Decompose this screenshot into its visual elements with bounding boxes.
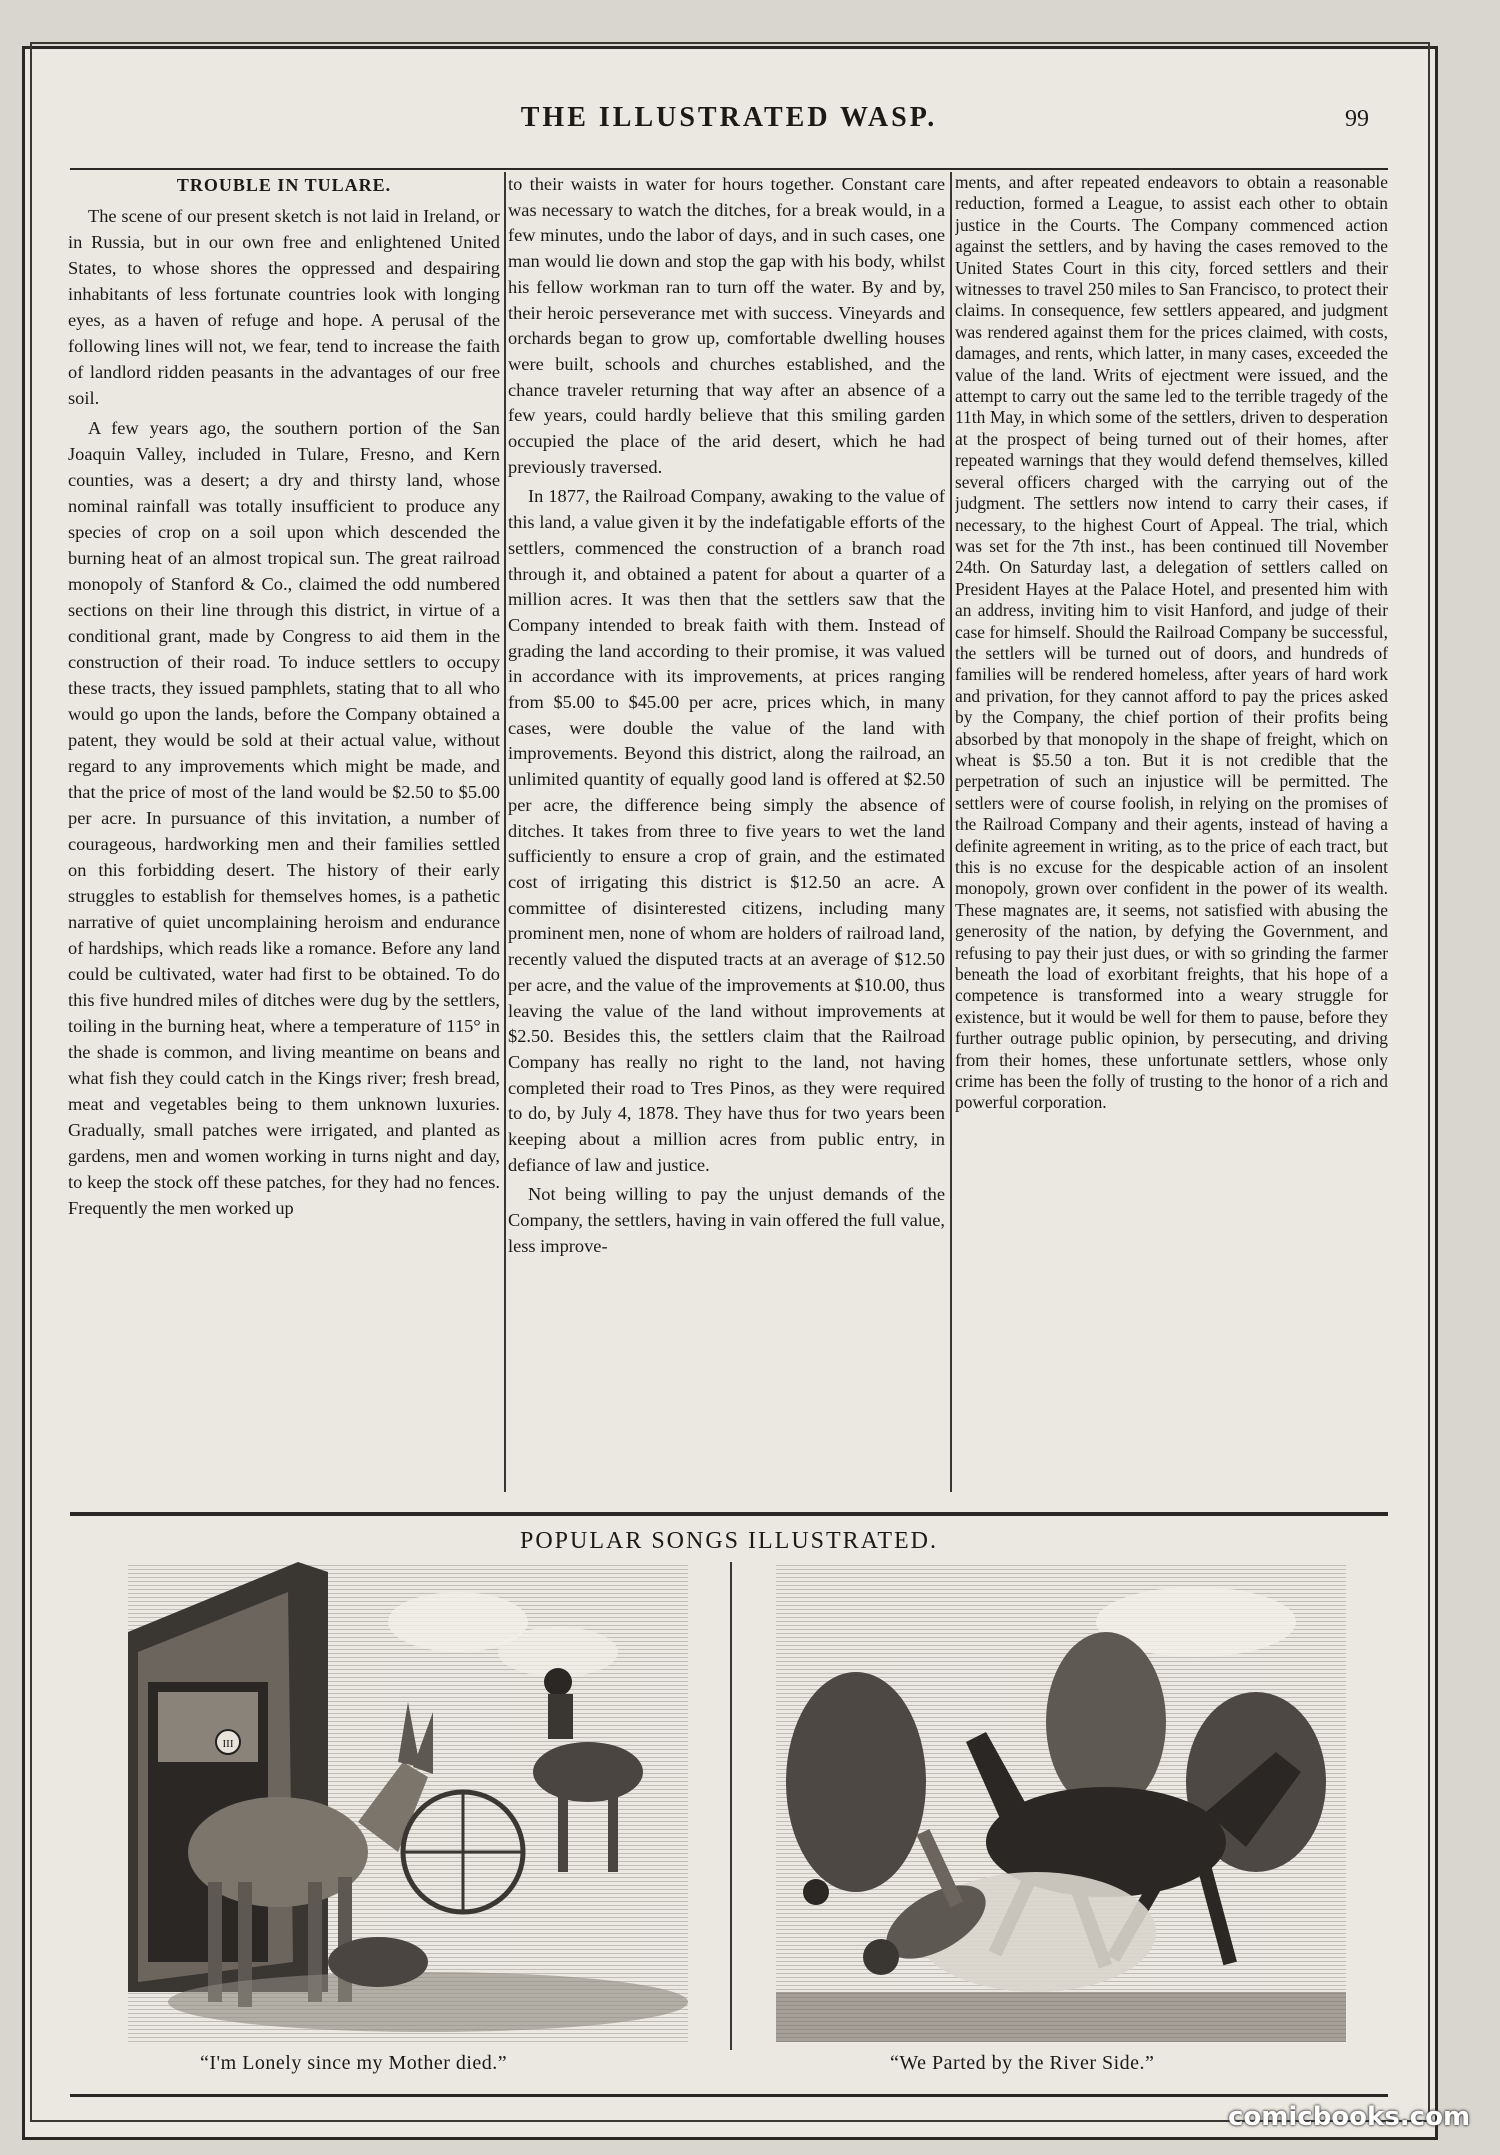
article-paragraph: The scene of our present sketch is not laid in Ireland, or in Russia, but in our own free and enlightened United States, to whose shores the oppressed and despairing inhabitants of less fortunate countries look with longing eyes, as a haven of refuge and hope. A perusal of the following lines will not, we fear, tend to increase the faith of landlord ridden peasants in the advantages of our free soil. — [68, 206, 500, 408]
column-divider — [950, 172, 952, 1492]
caption-right: “We Parted by the River Side.” — [890, 2052, 1155, 2074]
watermark-logo: comicbooks.com — [1228, 2102, 1471, 2132]
article-paragraph: In 1877, the Railroad Company, awaking to the value of this land, a value given it by the indefatigable efforts of the settlers, commenced the construction of a branch road through it, and obtained a patent for about a quarter of a million acres. It was then that the settlers saw that the Company intended to break faith with them. Instead of grading the land according to their promise, it was valued in accordance with its improvements, at prices ranging from $5.00 to $45.00 per acre, prices which, in many cases, were double the value of the land with improvements. Beyond this district, along the railroad, an unlimited quantity of equally good land is offered at $2.50 per acre, the difference being simply the absence of ditches. It takes from three to five years to wet the land sufficiently to ensure a crop of grain, and the estimated cost of irrigating this district is $12.50 an acre. A committee of disinterested citizens, including many prominent men, none of whom are holders of railroad land, recently valued the disputed tracts at an average of $12.50 per acre, and the value of the improvements at $10.00, thus leaving the value of the land without improvements at $2.50. Besides this, the settlers claim that the Railroad Company has really no right to the land, not having completed their road to Tres Pinos, as they were required to do, by July 4, 1878. They have thus for two years been keeping about a million acres from public entry, in defiance of law and justice. — [508, 486, 945, 1175]
article-column-2 — [508, 172, 945, 1492]
stall-number: III — [222, 1738, 234, 1750]
section-heading: POPULAR SONGS ILLUSTRATED. — [519, 1528, 939, 1554]
article-paragraph: ments, and after repeated endeavors to obtain a reasonable reduction, formed a League, to assist each other to obtain justice in the Courts. The Company commenced action against the settlers, and by having the cases removed to the United States Court in this city, forced settlers and their witnesses to travel 250 miles to San Francisco, to protect their claims. In consequence, few settlers appeared, and judgment was rendered against them for the prices claimed, with costs, damages, and rents, which latter, in many cases, exceeded the value of the land. Writs of ejectment were issued, and the attempt to carry out the same led to the terrible tragedy of the 11th May, in which some of the settlers, driven to desperation at the prospect of being turned out of their homes, after repeated warnings that they would defend themselves, killed several officers charged with the carrying out of the judgment. The settlers now intend to carry their cases, if necessary, to the highest Court of Appeal. The trial, which was set for the 7th inst., has been continued till November 24th. On Saturday last, a delegation of settlers called on President Hayes at the Palace Hotel, and presented him with an address, inviting him to visit Hanford, and judge of their case for himself. Should the Railroad Company be successful, the settlers will be turned out of doors, and hundreds of families will be rendered homeless, after years of hard work and privation, for they cannot afford to pay the prices asked by the Company, the chief portion of their profits being absorbed by that monopoly in the shape of freight, which on wheat is $5.50 a ton. But it is not credible that the perpetration of such an injustice will be permitted. The settlers were of course foolish, in relying on the promises of the Railroad Company and their agents, instead of having a definite agreement in writing, as to the price of each tract, but this is no excuse for the despicable action of an insolent monopoly, grown over confident in the power of its wealth. These magnates are, it seems, not satisfied with abusing the generosity of the nation, by defying the Government, and refusing to pay their just dues, or with so grinding the farmer beneath the load of exorbitant freights, that his hope of a competence is transformed into a weary struggle for existence, but it would be well for them to pause, before they further outrage public opinion, by persecuting, and driving from their homes, these unfortunate settlers, whose only crime has been the folly of trusting to the honor of a rich and powerful corporation. — [955, 172, 1388, 1113]
article-paragraph: to their waists in water for hours together. Constant care was necessary to watch the ditches, for a break would, in a few minutes, undo the labor of days, and in such cases, one man would lie down and stop the gap with his body, whilst his fellow workman ran to turn off the water. By and by, their heroic perseverance met with success. Vineyards and orchards began to grow up, comfortable dwelling houses were built, schools and churches established, and the chance traveler returning that way after an absence of a few years, could hardly believe that this smiling garden occupied the place of the arid desert, which he had previously traversed. — [508, 174, 945, 477]
caption-left: “I'm Lonely since my Mother died.” — [200, 2052, 508, 2074]
article-paragraph: Not being willing to pay the unjust demands of the Company, the settlers, having in vain offered the full value, less improve- — [508, 1184, 945, 1256]
header-rule — [70, 168, 1388, 170]
article-paragraph: A few years ago, the southern portion of the San Joaquin Valley, included in Tulare, Fresno, and Kern counties, was a desert; a dry and thirsty land, whose nominal rainfall was totally insufficient to produce any species of crop on a soil upon which descended the burning heat of an almost tropical sun. The great railroad monopoly of Stanford & Co., claimed the odd numbered sections on their line through this district, in virtue of a conditional grant, made by Congress to aid them in the construction of their road. To induce settlers to occupy these tracts, they issued pamphlets, stating that to all who would go upon the lands, before the Company obtained a patent, they would be sold at their actual value, without regard to any improvements which might be made, and that the price of most of the land would be $2.50 to $5.00 per acre. In pursuance of this invitation, a number of courageous, hardworking men and their families settled on this forbidding desert. The history of their early struggles to establish for themselves homes, is a pathetic narrative of quiet uncomplaining heroism and endurance of hardships, which reads like a romance. Before any land could be cultivated, water had first to be obtained. To do this five hundred miles of ditches were dug by the settlers, toiling in the burning heat, where a temperature of 115° in the shade is common, and living meantime on beans and what fish they could catch in the Kings river; fresh bread, meat and vegetables being to them unknown luxuries. Gradually, small patches were irrigated, and planted as gardens, men and women working in turns night and day, to keep the stock off these patches, for they had no fences. Frequently the men worked up — [68, 418, 500, 1218]
column-divider — [504, 172, 506, 1492]
engraving-donkey-stable — [128, 1562, 688, 2042]
page-number: 99 — [1345, 106, 1369, 132]
engraving-thrown-rider — [776, 1562, 1346, 2042]
article-column-3 — [955, 172, 1388, 1492]
bottom-rule — [70, 2094, 1388, 2097]
illustration-lonely-donkey — [128, 1562, 688, 2042]
section-rule — [70, 1512, 1388, 1516]
illustration-divider — [730, 1562, 732, 2050]
illustration-parted-river — [776, 1562, 1346, 2042]
article-column-1 — [68, 172, 500, 1492]
article-heading: TROUBLE IN TULARE. — [176, 175, 392, 195]
masthead: THE ILLUSTRATED WASP. — [520, 102, 938, 133]
